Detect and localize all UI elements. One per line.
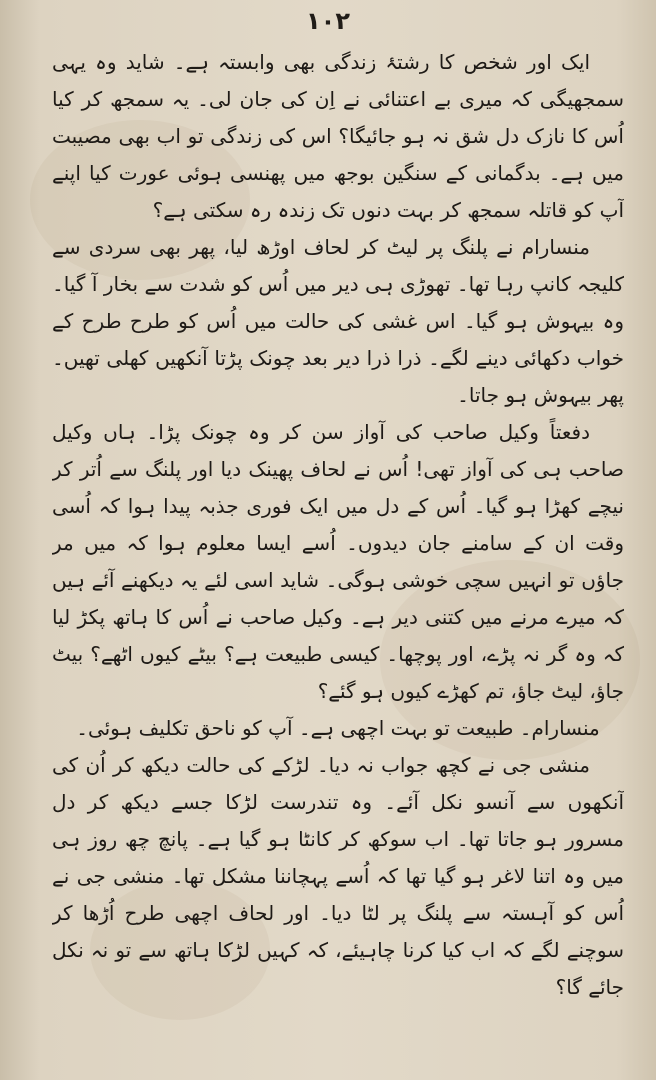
body-text xyxy=(52,44,624,1054)
paragraph: منسارام۔ طبیعت تو بہت اچھی ہے۔ آپ کو ناحق تکلیف ہوئی۔ xyxy=(76,716,600,740)
paragraph: دفعتاً وکیل صاحب کی آواز سن کر وہ چونک پڑا۔ ہاں وکیل صاحب ہی کی آواز تھی! اُس نے لحاف پھینک دیا اور پلنگ سے اُتر کر نیچے کھڑا ہو گیا۔ اُس کے دل میں ایک فوری جذبہ پیدا ہوا کہ اُسی وقت ان کے سامنے جان دیدوں۔ اُسے ایسا معلوم ہوا کہ میں مر جاؤں تو انہیں سچی خوشی ہوگی۔ شاید اسی لئے یہ دیکھنے آئے ہیں کہ میرے مرنے میں کتنی دیر ہے۔ وکیل صاحب نے اُس کا ہاتھ پکڑ لیا کہ وہ گر نہ پڑے، اور پوچھا۔ کیسی طبیعت ہے؟ بیٹے کیوں اٹھے؟ بیٹ جاؤ، لیٹ جاؤ، تم کھڑے کیوں ہو گئے؟ xyxy=(52,420,624,703)
paragraph: منسارام نے پلنگ پر لیٹ کر لحاف اوڑھ لیا، پھر بھی سردی سے کلیجہ کانپ رہا تھا۔ تھوڑی ہی دیر میں اُس کو شدت سے بخار آ گیا۔ وہ بیہوش ہو گیا۔ اس غشی کی حالت میں اُس کو طرح طرح کے خواب دکھائی دینے لگے۔ ذرا ذرا دیر بعد چونک پڑتا آنکھیں کھلی تھیں۔ پھر بیہوش ہو جاتا۔ xyxy=(52,235,624,407)
page-number: ۱۰۲ xyxy=(306,7,350,35)
paragraph: منشی جی نے کچھ جواب نہ دیا۔ لڑکے کی حالت دیکھ کر اُن کی آنکھوں سے آنسو نکل آئے۔ وہ تندرست لڑکا جسے دیکھ کر دل مسرور ہو جاتا تھا۔ اب سوکھ کر کانٹا ہو گیا ہے۔ پانچ چھ روز ہی میں وہ اتنا لاغر ہو گیا تھا کہ اُسے پہچاننا مشکل تھا۔ منشی جی نے اُس کو آہستہ سے پلنگ پر لٹا دیا۔ اور لحاف اچھی طرح اُڑھا کر سوچنے لگے کہ اب کیا کرنا چاہیئے، کہ کہیں لڑکا ہاتھ سے تو نہ نکل جائے گا؟ xyxy=(52,753,624,999)
paragraph: ایک اور شخص کا رشتۂ زندگی بھی وابستہ ہے۔ شاید وہ یہی سمجھیگی کہ میری بے اعتنائی نے اِن کی جان لی۔ یہ سمجھ کر کیا اُس کا نازک دل شق نہ ہو جائیگا؟ اس کی زندگی تو اب بھی مصیبت میں ہے۔ بدگمانی کے سنگین بوجھ میں پھنسی ہوئی عورت کیا اپنے آپ کو قاتلہ سمجھ کر بہت دنوں تک زندہ رہ سکتی ہے؟ xyxy=(52,50,624,222)
